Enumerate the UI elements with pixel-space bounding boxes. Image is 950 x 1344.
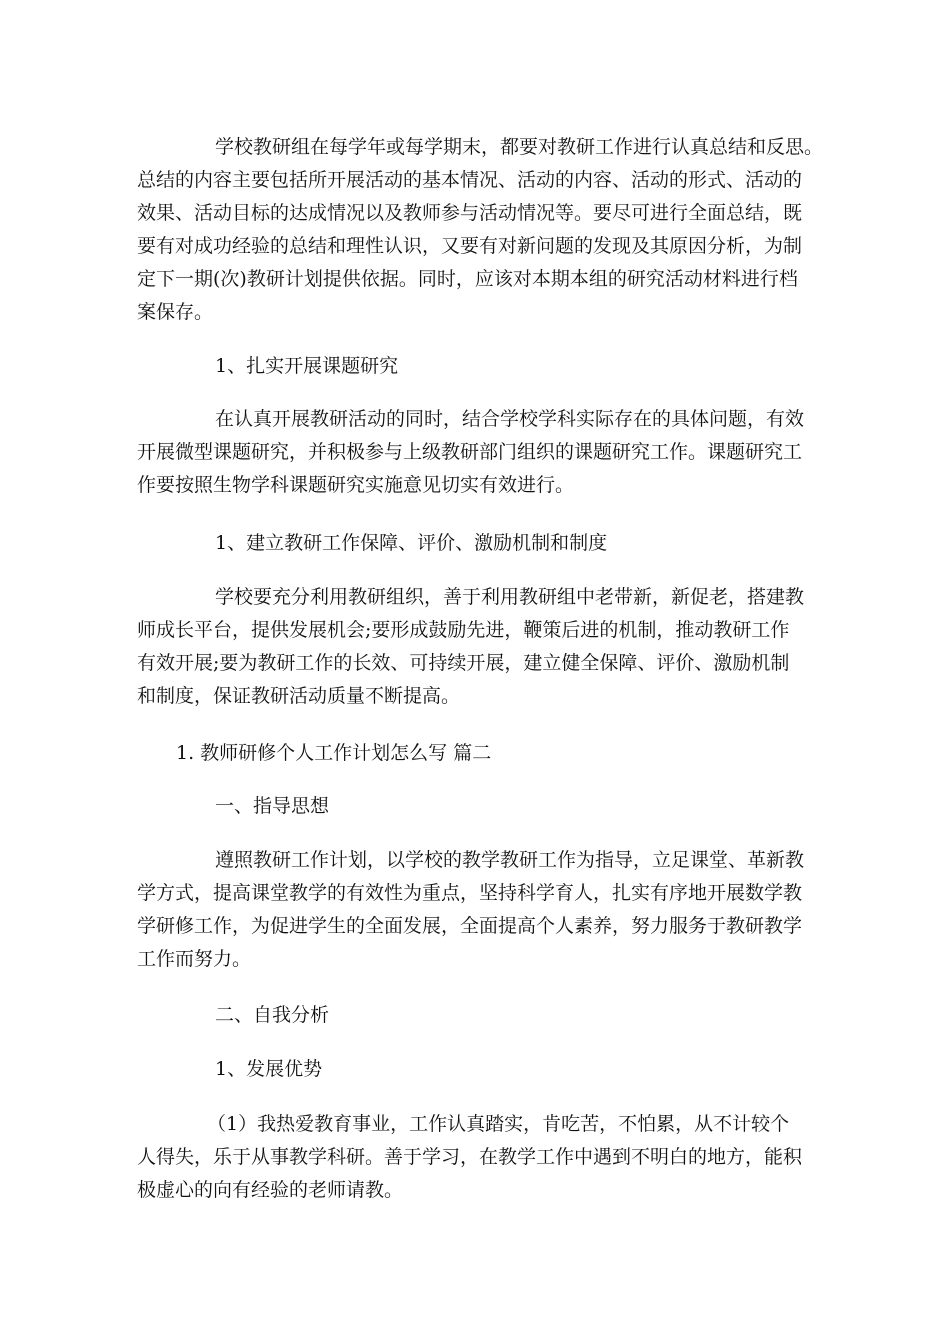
heading-text: 1、建立教研工作保障、评价、激励机制和制度: [215, 532, 608, 554]
text-line: 学校教研组在每学年或每学期末，都要对教研工作进行认真总结和反思。: [215, 136, 824, 158]
paragraph-summary: [137, 131, 823, 329]
text-line: 工作而努力。: [137, 948, 252, 970]
text-line: 极虚心的向有经验的老师请教。: [137, 1179, 404, 1201]
text-line: （1）我热爱教育事业，工作认真踏实，肯吃苦，不怕累，从不计较个: [207, 1113, 790, 1135]
paragraph-advantages: [137, 1108, 802, 1207]
text-line: 总结的内容主要包括所开展活动的基本情况、活动的内容、活动的形式、活动的: [137, 169, 803, 191]
text-line: 学方式，提高课堂教学的有效性为重点，坚持科学育人，扎实有序地开展数学教: [137, 882, 803, 904]
text-line: 开展微型课题研究，并积极参与上级教研部门组织的课题研究工作。课题研究工: [137, 441, 803, 463]
section-title-text: 1. 教师研修个人工作计划怎么写 篇二: [176, 742, 492, 764]
section-title-part-two: [176, 737, 491, 770]
text-line: 和制度，保证教研活动质量不断提高。: [137, 685, 461, 707]
heading-text: 1、扎实开展课题研究: [215, 355, 399, 377]
text-line: 定下一期(次)教研计划提供依据。同时，应该对本期本组的研究活动材料进行档: [137, 268, 798, 290]
heading-guiding-ideology: [215, 790, 329, 823]
text-line: 效果、活动目标的达成情况以及教师参与活动情况等。要尽可进行全面总结，既: [137, 202, 803, 224]
paragraph-guiding-ideology: [137, 844, 804, 976]
text-line: 师成长平台，提供发展机会;要形成鼓励先进，鞭策后进的机制，推动教研工作: [137, 619, 790, 641]
text-line: 在认真开展教研活动的同时，结合学校学科实际存在的具体问题，有效: [215, 408, 805, 430]
text-line: 学研修工作，为促进学生的全面发展，全面提高个人素养，努力服务于教研教学: [137, 915, 803, 937]
heading-self-analysis: [215, 999, 329, 1032]
paragraph-research: [137, 403, 804, 502]
text-line: 遵照教研工作计划，以学校的教学教研工作为指导，立足课堂、革新教: [215, 849, 805, 871]
heading-mechanism: [215, 527, 607, 560]
text-line: 有效开展;要为教研工作的长效、可持续开展，建立健全保障、评价、激励机制: [137, 652, 790, 674]
text-line: 要有对成功经验的总结和理性认识，又要有对新问题的发现及其原因分析，为制: [137, 235, 803, 257]
text-line: 案保存。: [137, 301, 214, 323]
heading-text: 一、指导思想: [215, 795, 330, 817]
heading-advantages: [215, 1053, 322, 1086]
heading-text: 1、发展优势: [215, 1058, 323, 1080]
text-line: 作要按照生物学科课题研究实施意见切实有效进行。: [137, 474, 575, 496]
text-line: 人得失，乐于从事教学科研。善于学习，在教学工作中遇到不明白的地方，能积: [137, 1146, 803, 1168]
paragraph-mechanism: [137, 581, 804, 713]
text-line: 学校要充分利用教研组织，善于利用教研组中老带新，新促老，搭建教: [215, 586, 805, 608]
heading-text: 二、自我分析: [215, 1004, 330, 1026]
heading-research: [215, 350, 398, 383]
